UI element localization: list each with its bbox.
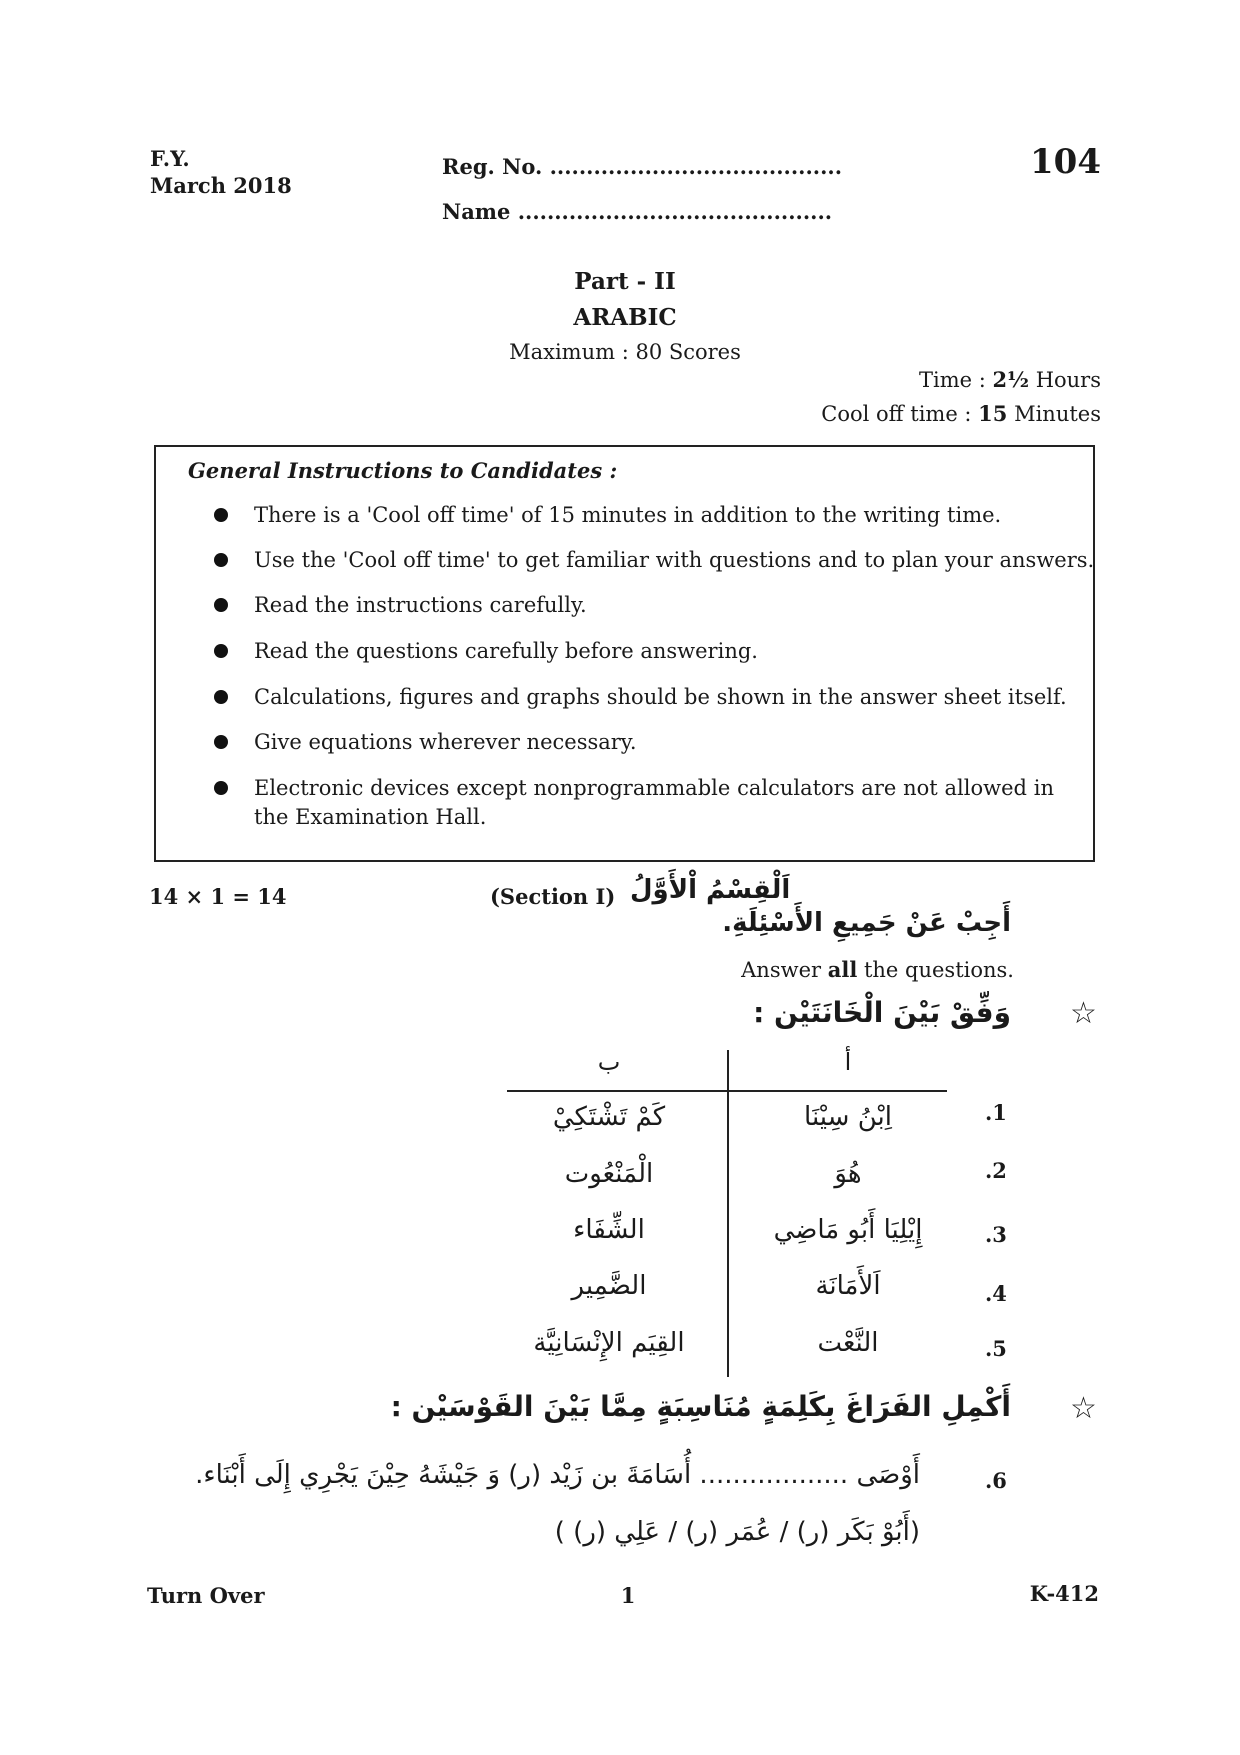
bullet-icon xyxy=(214,781,228,795)
star-icon: ☆ xyxy=(1070,1391,1097,1426)
name-field: Name ........................................... xyxy=(442,199,833,224)
instruction-item: Give equations wherever necessary. xyxy=(254,730,637,754)
column-a-item: إِيْلِيَا أَبُو مَاضِي xyxy=(773,1215,923,1245)
column-b-header: ب xyxy=(597,1048,621,1076)
column-b-item: الشِّفَاء xyxy=(573,1215,645,1245)
column-a-item: النَّعْت xyxy=(817,1328,879,1358)
column-b-item: كَمْ تَشْتَكِيْ xyxy=(552,1102,666,1132)
row-number: .4 xyxy=(985,1281,1007,1306)
bullet-icon xyxy=(214,598,228,612)
column-a-item: اَلأَمَانَة xyxy=(815,1271,881,1301)
bullet-icon xyxy=(214,690,228,704)
table-header-rule xyxy=(507,1090,947,1092)
instruction-item: Electronic devices except nonprogrammable calculators are not allowed in xyxy=(254,776,1054,800)
instruction-item: There is a 'Cool off time' of 15 minutes in addition to the writing time. xyxy=(254,503,1002,527)
instruction-item: Calculations, figures and graphs should be shown in the answer sheet itself. xyxy=(254,685,1067,709)
column-a-header: أ xyxy=(844,1048,852,1076)
star-icon: ☆ xyxy=(1070,996,1097,1031)
bullet-icon xyxy=(214,508,228,522)
instr-pre: Answer xyxy=(741,958,828,982)
fill-options: (أَبُوْ بَكَر (ر) / عُمَر (ر) / عَلِي (ر) ) xyxy=(554,1517,920,1547)
cool-label: Cool off time : xyxy=(821,402,979,426)
row-number: .5 xyxy=(985,1336,1007,1361)
column-a-item: هُوَ xyxy=(834,1159,862,1189)
instruction-item: Read the instructions carefully. xyxy=(254,593,587,617)
paper-code: 104 xyxy=(1030,142,1101,182)
row-number: .2 xyxy=(985,1158,1007,1183)
question-number: .6 xyxy=(985,1468,1007,1493)
bullet-icon xyxy=(214,644,228,658)
turn-over-label: Turn Over xyxy=(147,1583,265,1608)
reg-no-field: Reg. No. ........................................ xyxy=(442,154,843,179)
bullet-icon xyxy=(214,735,228,749)
section-label-arabic: اَلْقِسْمُ اْلأَوَّلُ xyxy=(630,875,791,905)
instruction-item: Use the 'Cool off time' to get familiar with questions and to plan your answers. xyxy=(254,548,1095,572)
time xyxy=(919,367,1101,392)
instruction-item: Read the questions carefully before answering. xyxy=(254,639,758,663)
fill-question-heading: أَكْمِلِ الفَرَاغَ بِكَلِمَةٍ مُنَاسِبَةٍ مِمَّا بَيْنَ القَوْسَيْن : xyxy=(390,1390,1011,1423)
row-number: .3 xyxy=(985,1222,1007,1247)
section-marks: 14 × 1 = 14 xyxy=(149,884,287,909)
column-b-item: القِيَم الإِنْسَانِيَّة xyxy=(533,1328,685,1358)
fill-sentence: أَوْصَى .................. أُسَامَةَ بن زَيْد (ر) وَ جَيْشَهُ حِيْنَ يَجْرِي إِلَى أَبْنَاء. xyxy=(195,1460,920,1490)
column-b-item: الضَّمِير xyxy=(571,1271,647,1301)
booklet-code: K-412 xyxy=(1029,1581,1099,1606)
column-a-item: اِبْنُ سِيْنَا xyxy=(804,1102,892,1132)
instructions-heading: General Instructions to Candidates : xyxy=(188,458,618,483)
match-question-heading: وَفِّقْ بَيْنَ الْخَانَتَيْن : xyxy=(753,996,1011,1029)
instr-post: the questions. xyxy=(857,958,1014,982)
page-number: 1 xyxy=(620,1583,636,1608)
table-vertical-divider xyxy=(727,1050,729,1377)
row-number: .1 xyxy=(985,1100,1007,1125)
instruction-english xyxy=(741,957,1014,982)
bullet-icon xyxy=(214,553,228,567)
column-b-item: الْمَنْعُوت xyxy=(564,1159,654,1189)
time-label: Time : xyxy=(919,368,993,392)
cool-unit: Minutes xyxy=(1007,402,1101,426)
cool-off-time xyxy=(821,401,1101,426)
time-value: 2½ xyxy=(992,367,1030,392)
cool-value: 15 xyxy=(978,401,1008,426)
max-scores-text: Maximum : 80 Scores xyxy=(509,340,741,364)
part-title: Part - II xyxy=(574,268,676,295)
exam-date: March 2018 xyxy=(150,173,292,198)
section-label: (Section I) xyxy=(490,884,616,909)
instr-bold: all xyxy=(827,957,858,982)
subject-title: ARABIC xyxy=(573,304,677,331)
instruction-arabic: أَجِبْ عَنْ جَمِيعِ الأَسْئِلَةِ. xyxy=(722,908,1011,938)
instruction-item-continued: the Examination Hall. xyxy=(254,805,487,829)
max-scores xyxy=(509,340,741,364)
class-label: F.Y. xyxy=(150,146,190,171)
time-unit: Hours xyxy=(1029,368,1101,392)
